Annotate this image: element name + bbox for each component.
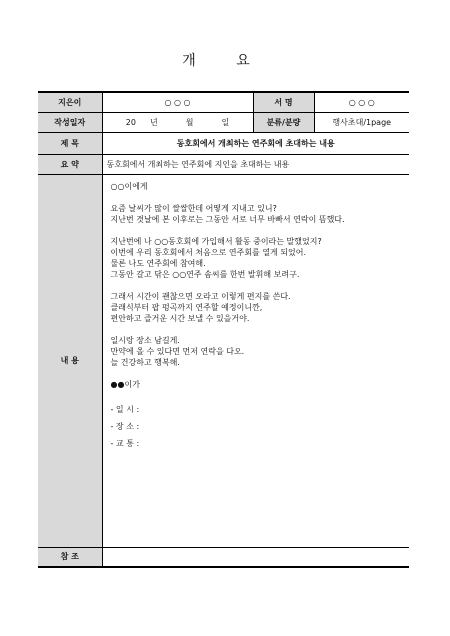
letter-line: 만약에 올 수 있다면 먼저 연락을 다오.: [110, 346, 245, 356]
detail-place: - 장 소 :: [110, 421, 140, 431]
letter-line: 그동안 갈고 닦은 ○○연주 솜씨를 한번 발휘해 보려구.: [110, 269, 300, 279]
letter-line: 편안하고 즐거운 시간 보낼 수 있을거야.: [110, 313, 250, 323]
date-row: [38, 112, 409, 132]
content-body: [102, 174, 409, 547]
subject-label: 제 목: [38, 132, 102, 154]
date-month: 월: [185, 117, 194, 127]
letter-greeting: ○○이에게: [110, 181, 148, 191]
summary-value: 동호회에서 개최하는 연주회에 지인을 초대하는 내용: [102, 154, 409, 174]
author-row: [38, 92, 409, 112]
summary-row: [38, 154, 409, 174]
signature-value: ○ ○ ○: [314, 92, 409, 112]
letter-line: 물론 나도 연주회에 참여해.: [110, 258, 206, 268]
letter-line: 늘 건강하고 행복해.: [110, 357, 180, 367]
letter-sender: ●●이가: [110, 379, 140, 389]
author-label: 지은이: [38, 92, 102, 112]
reference-value: [102, 547, 409, 567]
subject-row: [38, 132, 409, 154]
letter-line: 요즘 날씨가 많이 쌀쌀한데 어떻게 지내고 있니?: [110, 203, 277, 213]
detail-transport: - 교 통 :: [110, 438, 140, 448]
letter-line: 일시랑 장소 남길게.: [110, 335, 180, 345]
document-form-table: [38, 91, 409, 568]
reference-label: 참 조: [38, 547, 102, 567]
letter-line: 지난번 겻날에 본 이후로는 그동안 서로 너무 바빠서 연락이 뜸했다.: [110, 214, 345, 224]
letter-line: 이번에 우리 동호회에서 처음으로 연주회를 열게 되었어.: [110, 247, 307, 257]
date-day: 일: [221, 117, 230, 127]
letter-line: 지난번에 나 ○○동호회에 가입해서 활동 중이라는 말했었지?: [110, 236, 322, 246]
subject-value: 동호회에서 개최하는 연주회에 초대하는 내용: [102, 132, 409, 154]
signature-label: 서 명: [253, 92, 314, 112]
category-value: 행사초대/1page: [314, 112, 409, 132]
author-value: ○ ○ ○: [102, 92, 253, 112]
document-title: 개 요: [182, 53, 268, 69]
content-label: 내 용: [38, 174, 102, 547]
category-label: 분류/분량: [253, 112, 314, 132]
letter-line: 그래서 시간이 괜찮으면 오라고 이렇게 편지를 쓴다.: [110, 291, 291, 301]
date-value: [102, 112, 253, 132]
letter-line: 클래식부터 팝 펑곡까지 연주할 예정이니깐,: [110, 302, 263, 312]
date-year: 년: [149, 117, 158, 127]
date-label: 작성일자: [38, 112, 102, 132]
summary-label: 요 약: [38, 154, 102, 174]
reference-row: [38, 547, 409, 567]
content-row: [38, 174, 409, 547]
detail-date: - 일 시 :: [110, 404, 140, 414]
date-year-prefix: 20: [125, 117, 136, 127]
